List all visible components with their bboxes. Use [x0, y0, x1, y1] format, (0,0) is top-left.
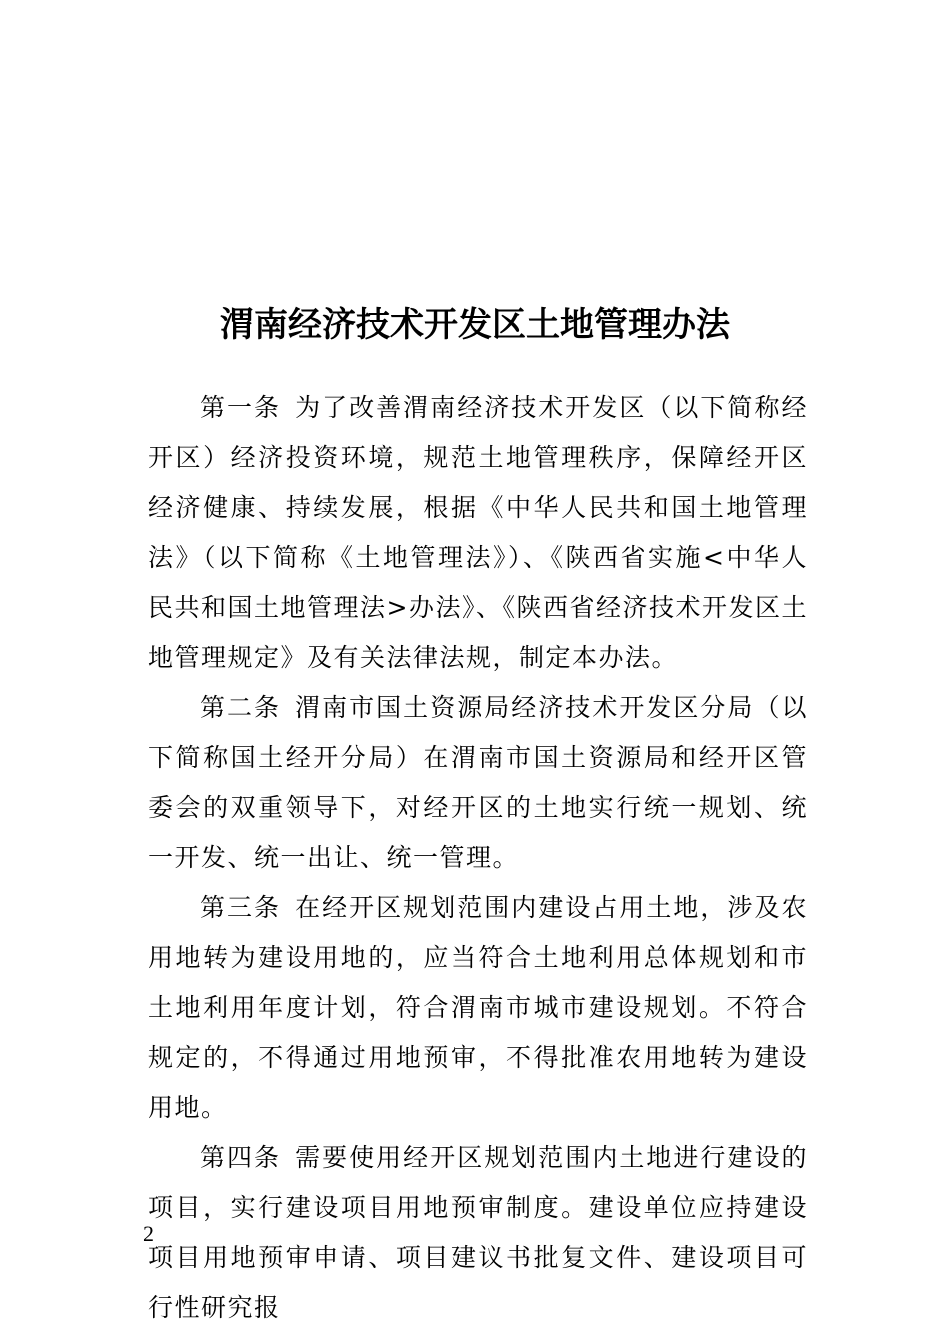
page-number: 2	[143, 1221, 154, 1246]
article-1	[148, 383, 808, 683]
article-2	[148, 683, 808, 883]
article-4	[148, 1133, 808, 1333]
document-title: 渭南经济技术开发区土地管理办法	[220, 304, 730, 345]
article-text: 需要使用经开区规划范围内土地进行建设的项目，实行建设项目用地预审制度。建设单位应持建设项目用地预审申请、项目建议书批复文件、建设项目可行性研究报	[148, 1143, 808, 1322]
article-text: 渭南市国土资源局经济技术开发区分局（以下简称国土经开分局）在渭南市国土资源局和经开区管委会的双重领导下，对经开区的土地实行统一规划、统一开发、统一出让、统一管理。	[148, 693, 808, 872]
article-text: 在经开区规划范围内建设占用土地，涉及农用地转为建设用地的，应当符合土地利用总体规划和市土地利用年度计划，符合渭南市城市建设规划。不符合规定的，不得通过用地预审，不得批准农用地转为建设用地。	[148, 893, 808, 1122]
document-body	[148, 383, 808, 1333]
article-3	[148, 883, 808, 1133]
article-heading: 第二条	[200, 693, 282, 722]
article-heading: 第一条	[200, 393, 282, 422]
article-heading: 第三条	[200, 893, 282, 922]
article-heading: 第四条	[200, 1143, 282, 1172]
article-text: 为了改善渭南经济技术开发区（以下简称经开区）经济投资环境，规范土地管理秩序，保障经开区经济健康、持续发展，根据《中华人民共和国土地管理法》（以下简称《土地管理法》）、《陕西省实施<中华人民共和国土地管理法>办法》、《陕西省经济技术开发区土地管理规定》及有关法律法规，制定本办法。	[148, 393, 808, 672]
